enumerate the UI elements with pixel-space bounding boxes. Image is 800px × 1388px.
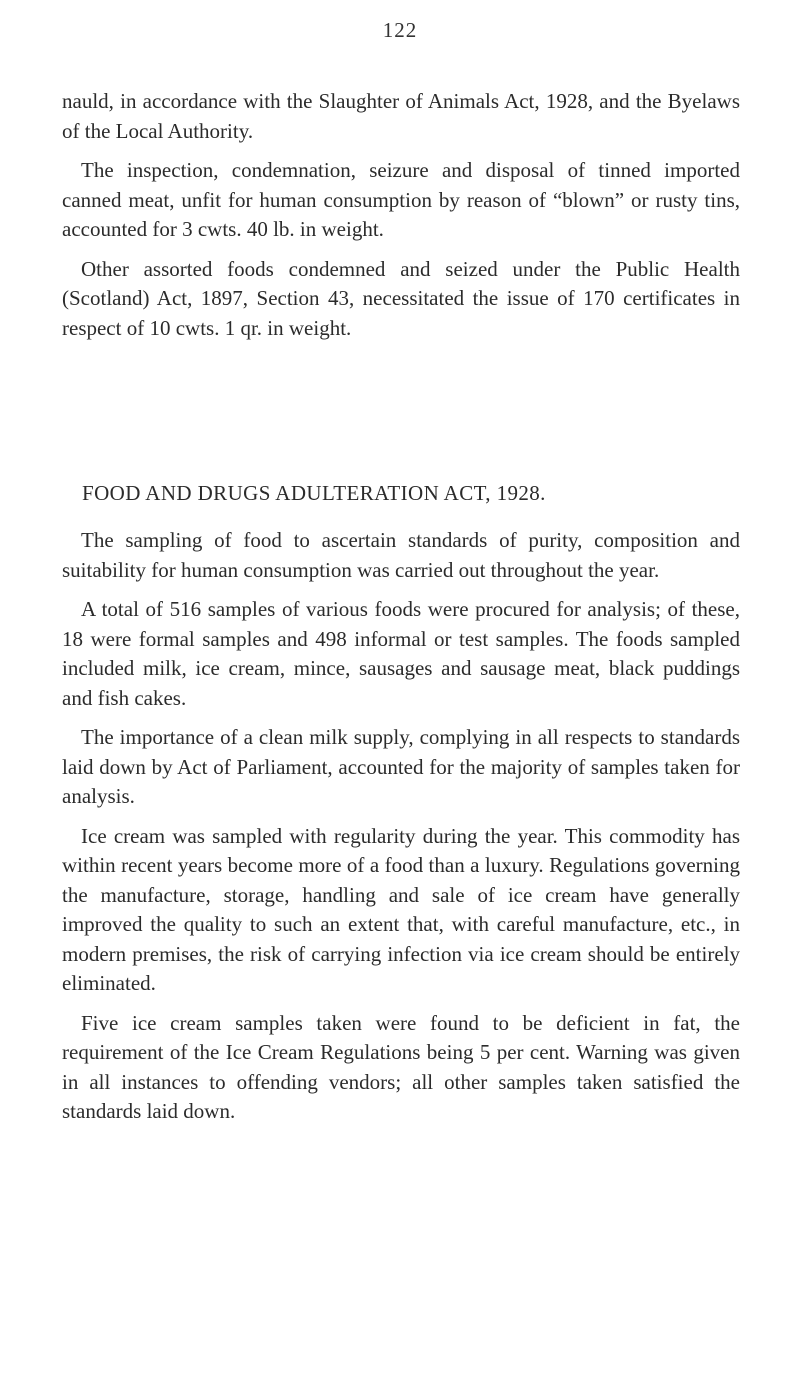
- section-heading: FOOD AND DRUGS ADULTERATION ACT, 1928.: [82, 481, 546, 505]
- paragraph: nauld, in accordance with the Slaughter of Animals Act, 1928, and the Byelaws of the Local Authority.: [62, 89, 740, 143]
- paragraph: The importance of a clean milk supply, complying in all respects to standards laid down by Act of Parliament, accounted for the majority of samples taken for analysis.: [62, 725, 740, 808]
- body-text-top: [62, 87, 740, 353]
- paragraph: Ice cream was sampled with regularity during the year. This commodity has within recent years become more of a food than a luxury. Regulations governing the manufacture, storage, handling and sale of ice cream have generally improved the quality to such an extent that, with careful manufacture, etc., in modern premises, the risk of carrying infection via ice cream should be entirely eliminated.: [62, 823, 740, 995]
- paragraph: The inspection, condemnation, seizure and disposal of tinned imported canned meat, unfit for human consumption by reason of “blown” or rusty tins, accounted for 3 cwts. 40 lb. in weight.: [62, 158, 740, 241]
- page-number: 122: [382, 18, 418, 42]
- paragraph: The sampling of food to ascertain standards of purity, composition and suitability for human consumption was carried out throughout the year.: [62, 528, 740, 582]
- body-text-bottom: [62, 526, 740, 1137]
- paragraph: Five ice cream samples taken were found to be deficient in fat, the requirement of the Ice Cream Regulations being 5 per cent. Warning was given in all instances to offending vendors; all other samples taken satisfied the standards laid down.: [62, 1010, 740, 1123]
- paragraph: A total of 516 samples of various foods were procured for analysis; of these, 18 were formal samples and 498 informal or test samples. The foods sampled included milk, ice cream, mince, sausages and sausage meat, black puddings and fish cakes.: [62, 597, 740, 710]
- paragraph: Other assorted foods condemned and seized under the Public Health (Scotland) Act, 1897, Section 43, necessitated the issue of 170 certificates in respect of 10 cwts. 1 qr. in weight.: [62, 256, 740, 340]
